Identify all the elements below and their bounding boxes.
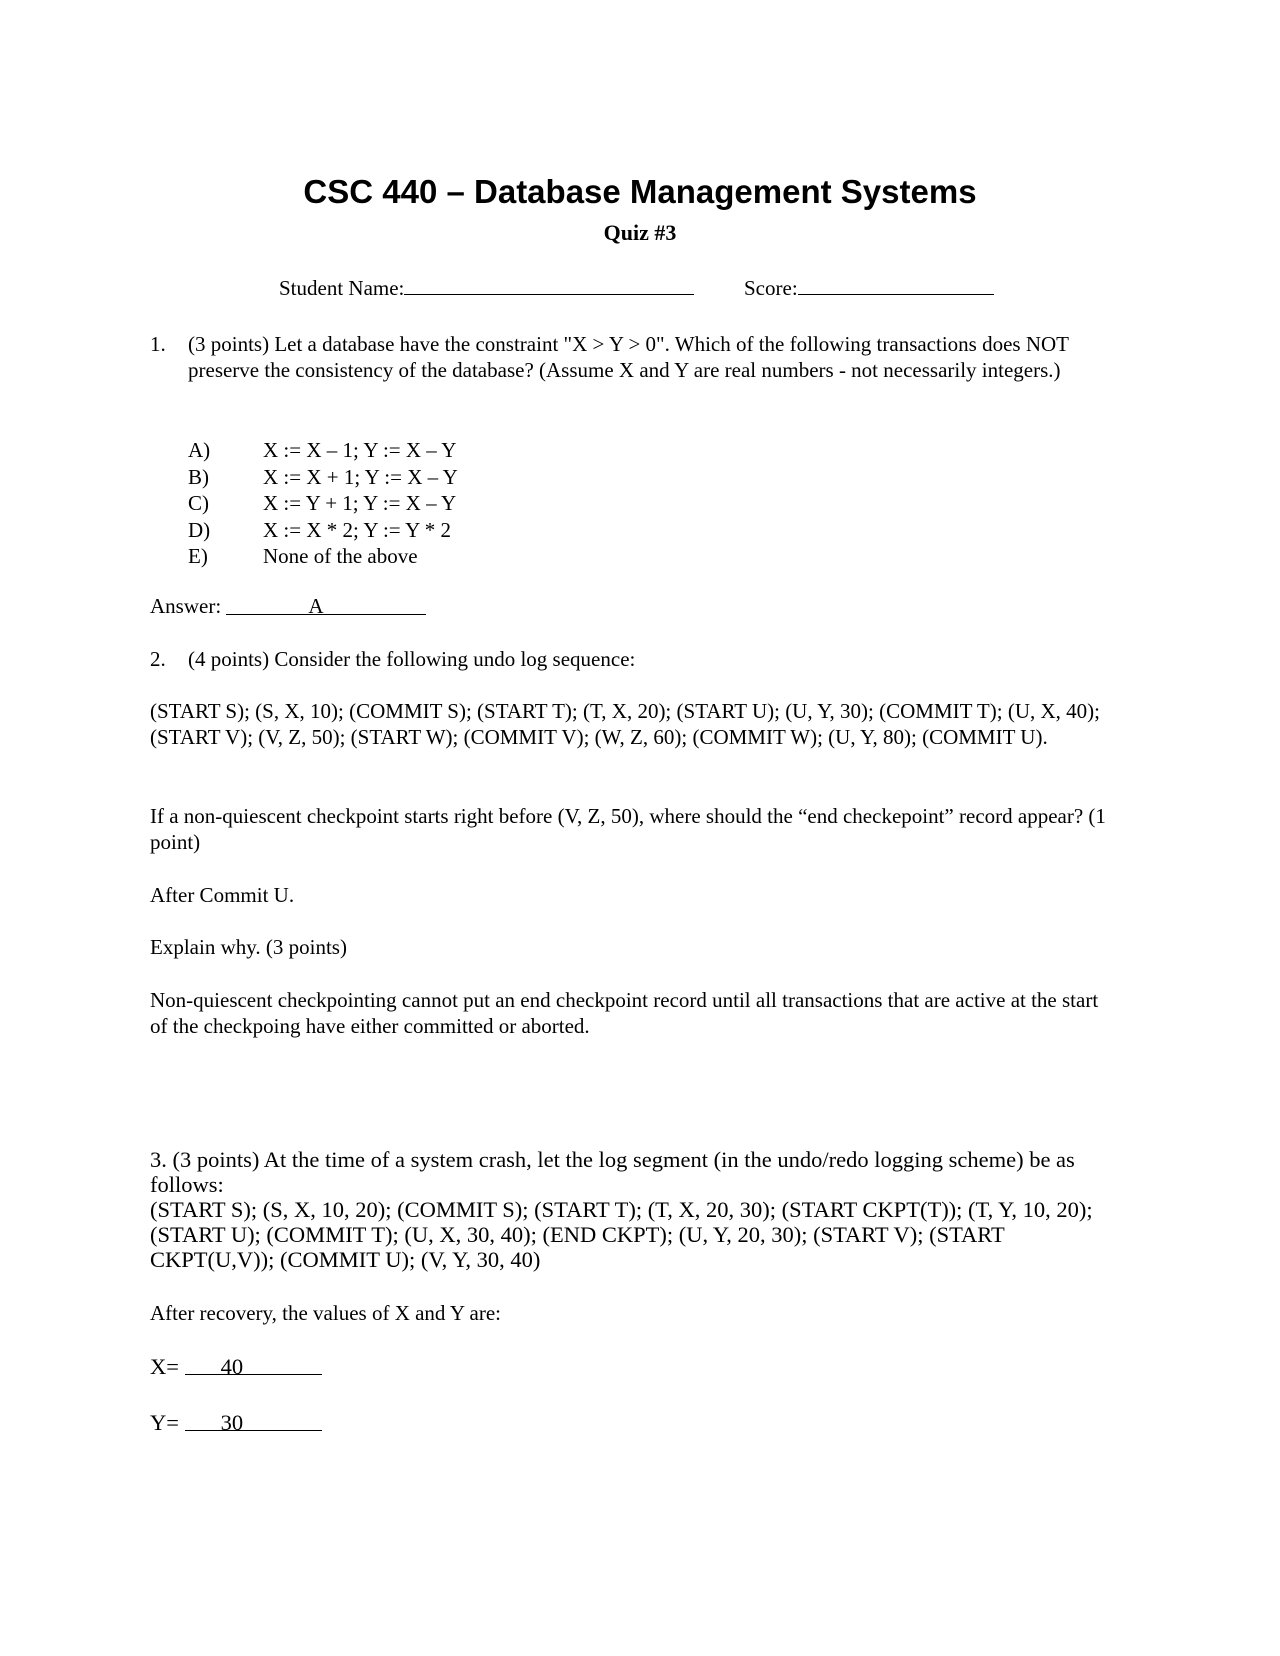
option-letter: E) [188, 544, 208, 568]
question-2-explanation: Non-quiescent checkpointing cannot put an end checkpoint record until all transactions that are active at the start of the checkpoing have either committed or aborted. [150, 988, 1099, 1038]
option-text: None of the above [263, 544, 418, 568]
answer-blank [226, 594, 426, 618]
y-answer [150, 1410, 322, 1436]
answer-value: A [308, 594, 324, 618]
option-letter: D) [188, 517, 211, 542]
option-text: X := Y + 1; Y := X – Y [263, 491, 457, 515]
page-title: CSC 440 – Database Management Systems [303, 173, 977, 210]
option-letter: A) [188, 438, 211, 462]
question-1-answer [150, 594, 426, 619]
question-2-number: 2. [150, 647, 166, 671]
question-3-prompt: After recovery, the values of X and Y are: [150, 1301, 502, 1325]
question-2-question: If a non-quiescent checkpoint starts right before (V, Z, 50), where should the “end checkepoint” record appear? (1 point) [150, 804, 1106, 854]
student-name-label: Student Name: [279, 276, 405, 300]
score-blank [798, 274, 994, 295]
question-3-log: (START S); (S, X, 10, 20); (COMMIT S); (START T); (T, X, 20, 30); (START CKPT(T)); (T, Y, 10, 20); (START U); (COMMIT T); (U, X, 30, 40); (END CKPT); (U, Y, 20, 30); (START V); (START CKPT(U,V)); (COMMIT U); (V, Y, 30, 40) [150, 1197, 1093, 1272]
x-answer [150, 1354, 322, 1380]
quiz-subtitle: Quiz #3 [603, 220, 677, 245]
answer-label: Answer: [150, 594, 222, 618]
option-letter: C) [188, 491, 209, 515]
question-2-answer: After Commit U. [150, 883, 295, 907]
option-text: X := X + 1; Y := X – Y [263, 464, 458, 489]
question-2-log: (START S); (S, X, 10); (COMMIT S); (START T); (T, X, 20); (START U); (U, Y, 30); (COMMIT T); (U, X, 40); (START V); (V, Z, 50); (START W); (COMMIT V); (W, Z, 60); (COMMIT W); (U, Y, 80); (COMMIT U). [150, 699, 1100, 749]
option-text: X := X * 2; Y := Y * 2 [263, 517, 451, 542]
x-label: X= [150, 1354, 179, 1379]
y-label: Y= [150, 1410, 179, 1435]
student-name-blank [404, 274, 694, 295]
x-blank [185, 1354, 322, 1379]
question-3-text: 3. (3 points) At the time of a system crash, let the log segment (in the undo/redo logging scheme) be as follows: [150, 1147, 1075, 1197]
question-2-text: (4 points) Consider the following undo log sequence: [188, 647, 636, 671]
question-2-explain-prompt: Explain why. (3 points) [150, 935, 347, 959]
score-label: Score: [744, 276, 798, 300]
y-blank [185, 1410, 322, 1435]
score-row [744, 274, 994, 302]
question-1-number: 1. [150, 332, 166, 356]
question-1-text: (3 points) Let a database have the constraint "X > Y > 0". Which of the following transactions does NOT preserve the consistency of the database? (Assume X and Y are real numbers - not necessarily integers.) [188, 332, 1069, 382]
student-name-row [279, 274, 694, 302]
y-value: 30 [220, 1410, 244, 1435]
option-text: X := X – 1; Y := X – Y [263, 438, 457, 462]
option-letter: B) [188, 464, 209, 489]
x-value: 40 [220, 1354, 244, 1379]
